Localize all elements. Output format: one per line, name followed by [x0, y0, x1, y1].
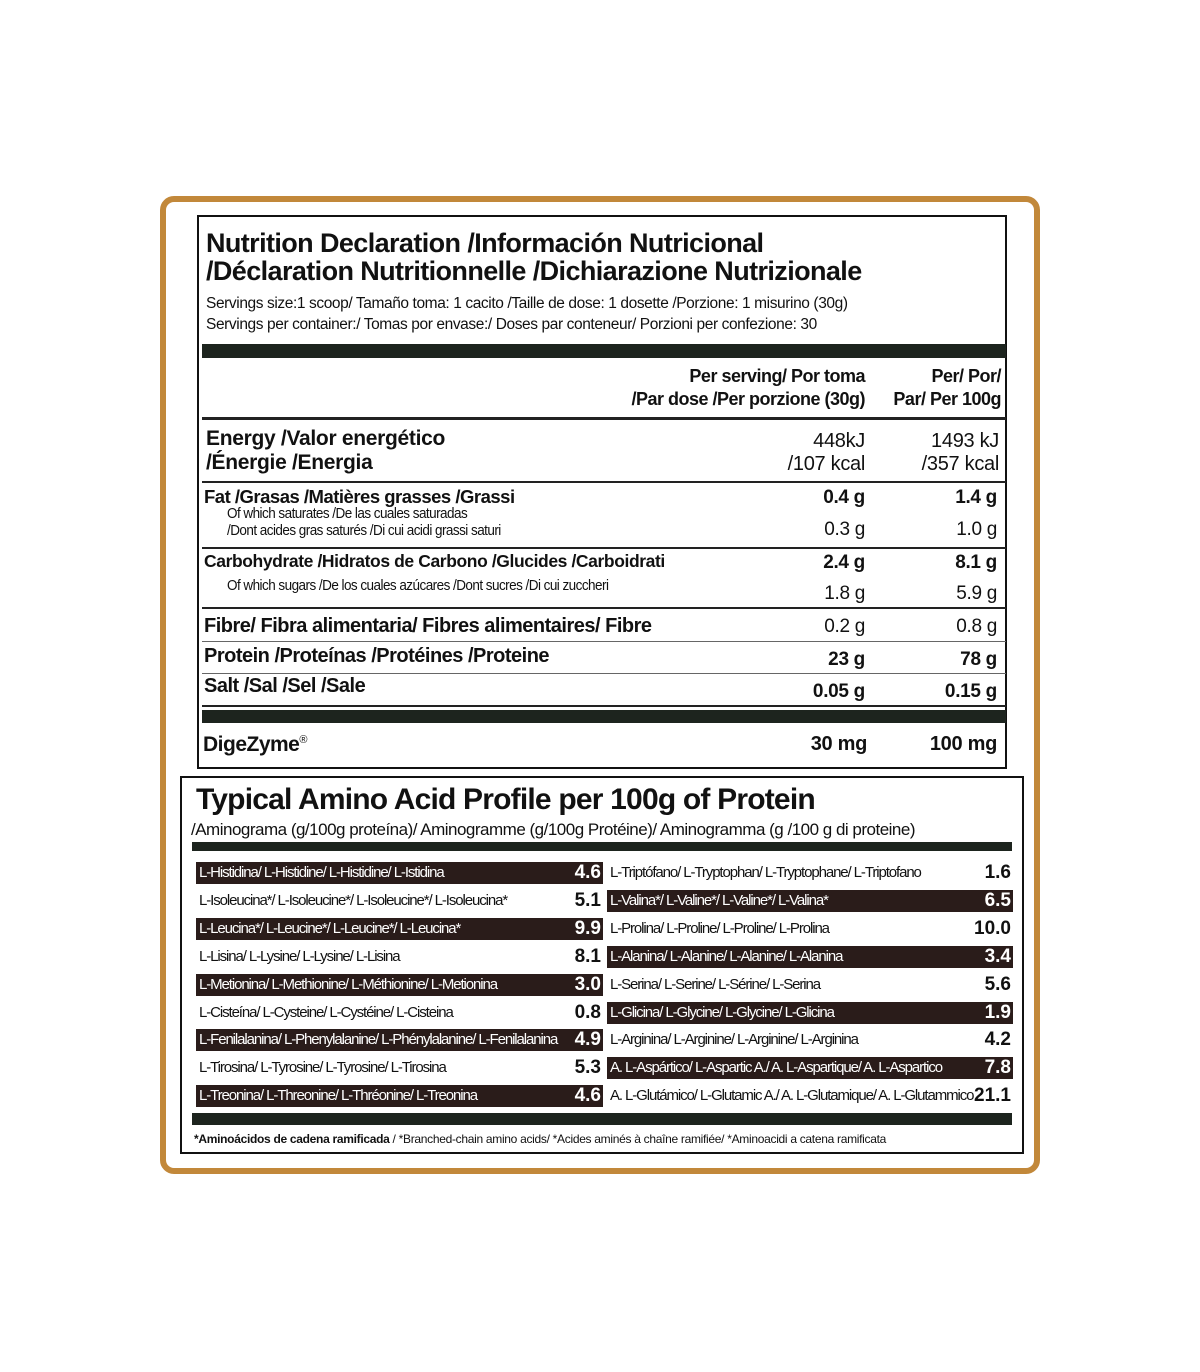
amino-value: 7.8	[984, 1057, 1011, 1079]
amino-footnote	[194, 1132, 886, 1146]
amino-row	[196, 1085, 603, 1107]
amino-value: 4.6	[574, 1085, 601, 1107]
amino-row	[607, 1085, 1013, 1107]
header-rule	[202, 417, 1006, 420]
amino-value: 1.6	[984, 862, 1011, 883]
digezyme-serving: 30 mg	[810, 733, 867, 755]
amino-name: L-Lisina/ L-Lysine/ L-Lysine/ L-Lisina	[199, 947, 400, 965]
protein-label: Protein /Proteínas /Protéines /Proteine	[204, 645, 550, 667]
amino-value: 4.9	[574, 1029, 601, 1051]
amino-row	[196, 1057, 603, 1079]
registered-mark: ®	[299, 734, 307, 746]
amino-name: L-Arginina/ L-Arginine/ L-Arginine/ L-Arginina	[610, 1031, 858, 1049]
carbohydrate-label: Carbohydrate /Hidratos de Carbono /Glucides /Carboidrati	[204, 551, 665, 571]
amino-value: 4.2	[984, 1029, 1011, 1051]
carbohydrate-100g: 8.1 g	[955, 552, 997, 573]
amino-value: 1.9	[984, 1001, 1011, 1023]
rule-fat	[202, 547, 1006, 549]
amino-row	[607, 918, 1013, 940]
amino-row	[607, 862, 1013, 884]
amino-row	[196, 1002, 603, 1024]
energy-100g-kj: 1493 kJ	[931, 430, 999, 452]
amino-name: L-Treonina/ L-Threonine/ L-Thréonine/ L-Treonina	[199, 1087, 477, 1105]
salt-label: Salt /Sal /Sel /Sale	[204, 675, 366, 697]
amino-name: L-Fenilalanina/ L-Phenylalanine/ L-Phénylalanine/ L-Fenilalanina	[199, 1031, 558, 1049]
salt-100g: 0.15 g	[944, 681, 997, 702]
amino-name: L-Isoleucina*/ L-Isoleucine*/ L-Isoleucine*/ L-Isoleucina*	[199, 891, 508, 909]
saturates-label-line2: /Dont acides gras saturés /Di cui acidi grassi saturi	[227, 522, 501, 539]
amino-name: L-Serina/ L-Serine/ L-Sérine/ L-Serina	[610, 975, 820, 993]
energy-serving-kcal: /107 kcal	[787, 453, 865, 475]
col-100g-header-line1: Per/ Por/	[931, 366, 1001, 386]
amino-name: L-Metionina/ L-Methionine/ L-Méthionine/ L-Metionina	[199, 975, 497, 993]
sugars-100g: 5.9 g	[956, 583, 997, 604]
amino-row	[607, 1029, 1013, 1051]
amino-value: 3.0	[574, 973, 601, 995]
footnote-bold: *Aminoácidos de cadena ramificada	[194, 1132, 390, 1146]
amino-value: 9.9	[574, 917, 601, 939]
sugars-serving: 1.8 g	[824, 583, 865, 604]
energy-100g-kcal: /357 kcal	[921, 453, 999, 475]
amino-value: 10.0	[974, 917, 1011, 939]
amino-name: L-Valina*/ L-Valine*/ L-Valine*/ L-Valina*	[610, 891, 828, 909]
amino-header-bar	[192, 842, 1012, 851]
amino-value: 3.4	[984, 945, 1011, 967]
rule-fibre	[202, 641, 1006, 642]
amino-value: 8.1	[574, 945, 601, 967]
amino-acid-panel	[180, 776, 1024, 1154]
saturates-serving: 0.3 g	[824, 519, 865, 540]
amino-row	[196, 974, 603, 996]
servings-per-container: Servings per container:/ Tomas por envase:/ Doses par conteneur/ Porzioni per confezione: 30	[206, 316, 817, 333]
amino-value: 5.1	[574, 889, 601, 911]
salt-serving: 0.05 g	[812, 681, 865, 702]
col-serving-header-line2: /Par dose /Per porzione (30g)	[631, 389, 865, 409]
digezyme-label	[203, 733, 307, 757]
header-bar	[202, 344, 1006, 358]
fat-serving: 0.4 g	[823, 487, 865, 508]
amino-name: L-Glicina/ L-Glycine/ L-Glycine/ L-Glicina	[610, 1003, 834, 1021]
nutrition-title-line2: /Déclaration Nutritionnelle /Dichiarazione Nutrizionale	[206, 256, 862, 286]
amino-value: 4.6	[574, 862, 601, 883]
amino-row	[196, 862, 603, 884]
sugars-label: Of which sugars /De los cuales azúcares /Dont sucres /Di cui zuccheri	[227, 577, 609, 594]
fibre-100g: 0.8 g	[956, 616, 997, 637]
energy-serving-kj: 448kJ	[813, 430, 865, 452]
amino-row	[196, 918, 603, 940]
carbohydrate-serving: 2.4 g	[823, 552, 865, 573]
amino-value: 5.3	[574, 1057, 601, 1079]
amino-name: A. L-Aspártico/ L-Aspartic A./ A. L-Aspartique/ A. L-Aspartico	[610, 1059, 942, 1077]
amino-value: 6.5	[984, 889, 1011, 911]
rule-protein	[202, 673, 1006, 674]
amino-value: 21.1	[974, 1085, 1011, 1107]
amino-name: L-Tirosina/ L-Tyrosine/ L-Tyrosine/ L-Tirosina	[199, 1059, 446, 1077]
col-serving-header-line1: Per serving/ Por toma	[689, 366, 865, 386]
amino-title: Typical Amino Acid Profile per 100g of Protein	[196, 783, 815, 816]
fat-label: Fat /Grasas /Matières grasses /Grassi	[204, 486, 515, 507]
amino-name: L-Alanina/ L-Alanine/ L-Alanine/ L-Alanina	[610, 947, 843, 965]
label-frame	[160, 196, 1040, 1174]
digezyme-bar	[202, 710, 1006, 723]
amino-value: 5.6	[984, 973, 1011, 995]
nutrition-title-line1: Nutrition Declaration /Información Nutricional	[206, 228, 764, 258]
rule-salt	[202, 705, 1006, 707]
protein-serving: 23 g	[828, 649, 865, 670]
amino-name: L-Prolina/ L-Proline/ L-Proline/ L-Prolina	[610, 919, 829, 937]
fibre-serving: 0.2 g	[824, 616, 865, 637]
amino-row	[196, 1029, 603, 1051]
protein-100g: 78 g	[960, 649, 997, 670]
amino-row	[607, 890, 1013, 912]
amino-subtitle: /Aminograma (g/100g proteína)/ Aminogramme (g/100g Protéine)/ Aminogramma (g /100 g di proteine)	[191, 820, 916, 839]
amino-row	[607, 974, 1013, 996]
amino-name: L-Leucina*/ L-Leucine*/ L-Leucine*/ L-Leucina*	[199, 919, 461, 937]
energy-label-line1: Energy /Valor energético	[206, 427, 446, 450]
amino-row	[607, 1002, 1013, 1024]
fibre-label: Fibre/ Fibra alimentaria/ Fibres alimentaires/ Fibre	[204, 615, 652, 637]
amino-row	[607, 946, 1013, 968]
amino-footer-bar	[192, 1113, 1012, 1125]
rule-carbohydrate	[202, 607, 1006, 609]
rule-energy	[202, 481, 1006, 483]
amino-name: A. L-Glutámico/ L-Glutamic A./ A. L-Glutamique/ A. L-Glutammico	[610, 1087, 974, 1105]
saturates-100g: 1.0 g	[956, 519, 997, 540]
amino-row	[196, 890, 603, 912]
digezyme-name: DigeZyme	[203, 733, 300, 756]
energy-label-line2: /Énergie /Energia	[206, 451, 373, 474]
amino-value: 0.8	[574, 1001, 601, 1023]
footnote-rest: / *Branched-chain amino acids/ *Acides aminés à chaîne ramifiée/ *Aminoacidi a catena ramificata	[389, 1132, 887, 1146]
digezyme-100g: 100 mg	[929, 733, 997, 755]
saturates-label-line1: Of which saturates /De las cuales saturadas	[227, 505, 468, 522]
amino-row	[607, 1057, 1013, 1079]
amino-name: L-Histidina/ L-Histidine/ L-Histidine/ L-Istidina	[199, 864, 444, 881]
amino-row	[196, 946, 603, 968]
amino-name: L-Cisteína/ L-Cysteine/ L-Cystéine/ L-Cisteina	[199, 1003, 453, 1021]
fat-100g: 1.4 g	[955, 487, 997, 508]
amino-name: L-Triptófano/ L-Tryptophan/ L-Tryptophane/ L-Triptofano	[610, 864, 921, 881]
nutrition-declaration-panel	[197, 215, 1007, 769]
col-100g-header-line2: Par/ Per 100g	[893, 389, 1001, 409]
serving-size: Servings size:1 scoop/ Tamaño toma: 1 cacito /Taille de dose: 1 dosette /Porzione: 1 misurino (30g)	[206, 295, 848, 312]
